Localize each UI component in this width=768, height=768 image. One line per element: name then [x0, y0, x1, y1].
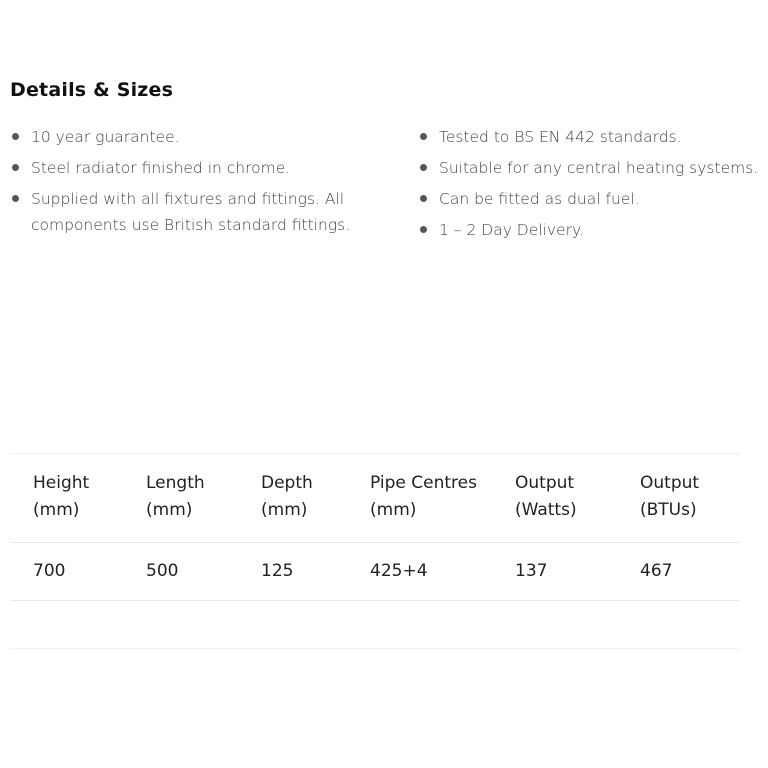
header-label: Output	[640, 473, 700, 493]
header-unit: (mm)	[33, 500, 80, 520]
feature-text: Tested to BS EN 442 standards.	[439, 128, 682, 146]
header-cell-output-watts	[515, 470, 577, 524]
feature-text: Supplied with all fixtures and fittings. All components use British standard fittings.	[31, 190, 351, 234]
feature-list-right	[420, 124, 762, 248]
specs-table-header	[10, 470, 740, 543]
header-cell-output-btus	[640, 470, 699, 524]
header-label: Length	[146, 473, 205, 493]
header-label: Height	[33, 473, 90, 493]
header-label: Pipe Centres	[370, 473, 477, 493]
feature-list	[12, 124, 762, 248]
bullet-icon	[420, 164, 427, 171]
header-cell-pipe-centres	[370, 470, 477, 524]
bullet-icon	[420, 195, 427, 202]
bullet-icon	[12, 164, 19, 171]
cell-pipe-centres: 425+4	[370, 561, 428, 581]
section-title: Details & Sizes	[10, 79, 174, 101]
feature-text: 10 year guarantee.	[31, 128, 180, 146]
header-unit: (mm)	[146, 500, 193, 520]
feature-list-left	[12, 124, 420, 248]
cell-depth: 125	[261, 561, 294, 581]
header-unit: (mm)	[370, 500, 417, 520]
bullet-icon	[12, 133, 19, 140]
feature-text: Can be fitted as dual fuel.	[439, 190, 640, 208]
feature-item	[420, 155, 762, 181]
header-unit: (Watts)	[515, 500, 577, 520]
feature-item	[12, 124, 420, 150]
header-cell-length	[146, 470, 205, 524]
feature-text: Steel radiator finished in chrome.	[31, 159, 291, 177]
table-row	[10, 543, 740, 601]
feature-item	[420, 186, 762, 212]
feature-item	[420, 124, 762, 150]
header-label: Output	[515, 473, 575, 493]
table-bottom-divider	[10, 648, 740, 649]
feature-item	[12, 186, 371, 238]
bullet-icon	[420, 133, 427, 140]
header-unit: (mm)	[261, 500, 308, 520]
feature-item	[420, 217, 762, 243]
bullet-icon	[12, 195, 19, 202]
bullet-icon	[420, 226, 427, 233]
feature-item	[12, 155, 420, 181]
cell-output-watts: 137	[515, 561, 548, 581]
header-label: Depth	[261, 473, 313, 493]
header-cell-height	[33, 470, 89, 524]
cell-length: 500	[146, 561, 179, 581]
header-cell-depth	[261, 470, 313, 524]
cell-output-btus: 467	[640, 561, 673, 581]
feature-text: 1 – 2 Day Delivery.	[439, 221, 584, 239]
feature-text: Suitable for any central heating systems.	[439, 159, 759, 177]
table-top-divider	[10, 453, 740, 454]
header-unit: (BTUs)	[640, 500, 697, 520]
cell-height: 700	[33, 561, 66, 581]
